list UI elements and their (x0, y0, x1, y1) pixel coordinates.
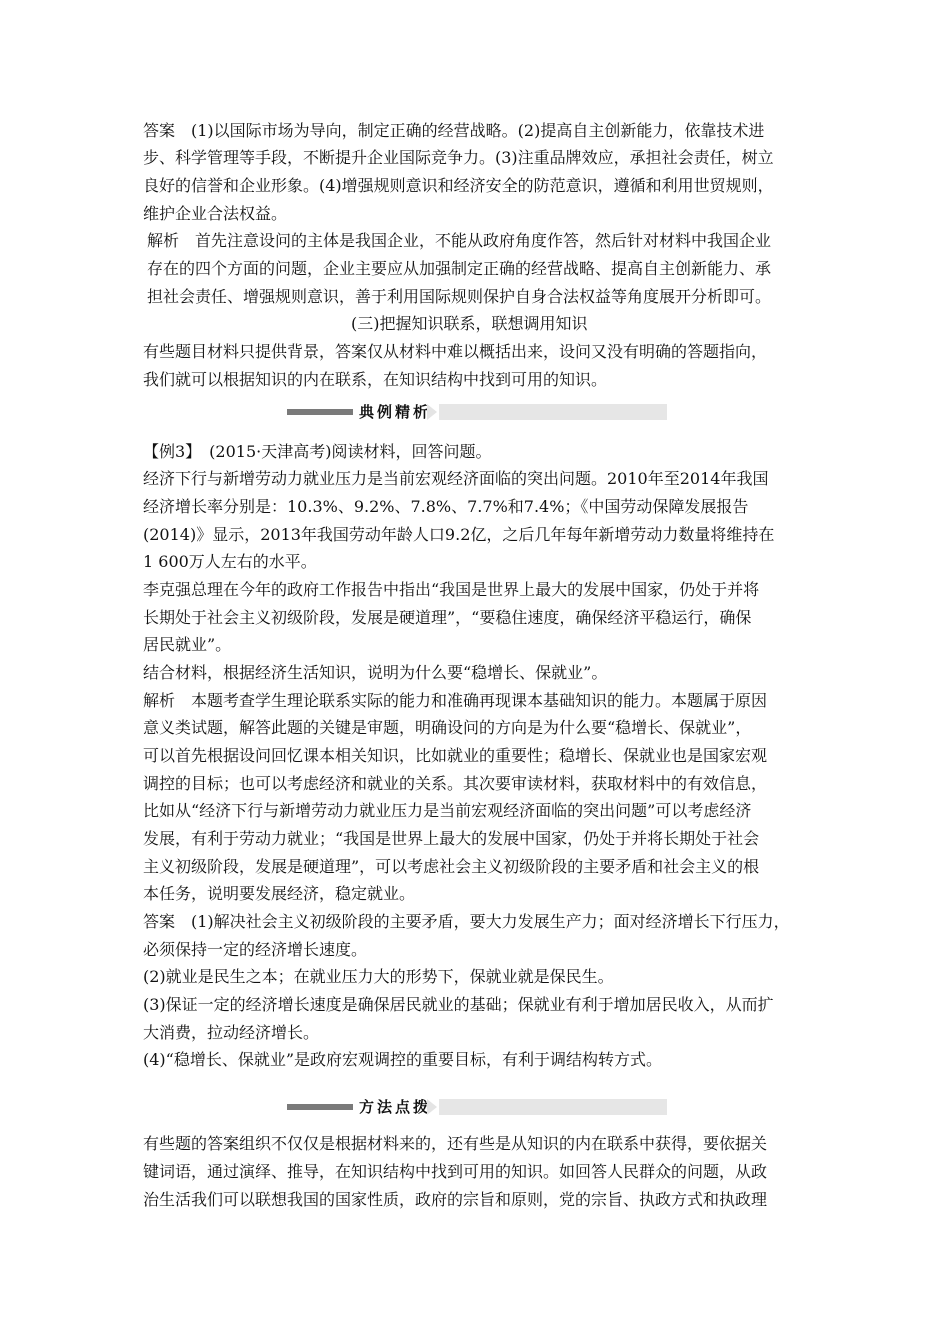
answer-2-line-1: 答案 (1)解决社会主义初级阶段的主要矛盾，要大力发展生产力；面对经济增长下行压力， (143, 912, 790, 931)
analysis-2-line-6: 发展，有利于劳动力就业；“我国是世界上最大的发展中国家，仍处于并将长期处于社会 (143, 829, 760, 848)
intro-line-2: 我们就可以根据知识的内在联系，在知识结构中找到可用的知识。 (143, 370, 608, 389)
method-line-1: 有些题的答案组织不仅仅是根据材料来的，还有些是从知识的内在联系中获得，要依据关 (143, 1134, 768, 1153)
banner-dark-bar (287, 409, 353, 415)
method-line-2: 键词语，通过演绎、推导，在知识结构中找到可用的知识。如回答人民群众的问题，从政 (143, 1162, 768, 1181)
analysis-2-line-8: 本任务，说明要发展经济，稳定就业。 (143, 884, 416, 903)
material-line-3: (2014)》显示，2013年我国劳动年龄人口9.2亿，之后几年每年新增劳动力数量将维持在 (143, 525, 775, 544)
banner-light-bar (439, 404, 667, 420)
analysis-2-line-2: 意义类试题，解答此题的关键是审题，明确设问的方向是为什么要“稳增长、保就业”， (143, 718, 752, 737)
question-line: 结合材料，根据经济生活知识，说明为什么要“稳增长、保就业”。 (143, 663, 608, 682)
analysis-2-line-1: 解析 本题考查学生理论联系实际的能力和准确再现课本基础知识的能力。本题属于原因 (143, 691, 768, 710)
answer-1-line-2: 步、科学管理等手段，不断提升企业国际竞争力。(3)注重品牌效应，承担社会责任，树立 (143, 148, 774, 167)
banner-light-bar (439, 1099, 667, 1115)
banner-arrow-icon (427, 1099, 437, 1115)
intro-line-1: 有些题目材料只提供背景，答案仅从材料中难以概括出来，设问又没有明确的答题指向， (143, 342, 768, 361)
banner-label: 方法点拨 (359, 1098, 432, 1116)
answer-2-line-3: (2)就业是民生之本；在就业压力大的形势下，保就业就是保民生。 (143, 967, 614, 986)
example-3-header: 【例3】 (2015·天津高考)阅读材料，回答问题。 (143, 442, 492, 461)
analysis-2-line-5: 比如从“经济下行与新增劳动力就业压力是当前宏观经济面临的突出问题”可以考虑经济 (143, 801, 752, 820)
answer-2-line-6: (4)“稳增长、保就业”是政府宏观调控的重要目标，有利于调结构转方式。 (143, 1050, 663, 1069)
method-line-3: 治生活我们可以联想我国的国家性质，政府的宗旨和原则，党的宗旨、执政方式和执政理 (143, 1190, 768, 1209)
banner-arrow-icon (427, 404, 437, 420)
material-line-1: 经济下行与新增劳动力就业压力是当前宏观经济面临的突出问题。2010年至2014年我国 (143, 469, 769, 488)
analysis-2-line-7: 主义初级阶段，发展是硬道理”，可以考虑社会主义初级阶段的主要矛盾和社会主义的根 (143, 857, 760, 876)
method-tips-banner (287, 1099, 667, 1115)
answer-1-line-4: 维护企业合法权益。 (143, 204, 288, 223)
material-line-4: 1 600万人左右的水平。 (143, 552, 317, 571)
answer-1-line-1: 答案 (1)以国际市场为导向，制定正确的经营战略。(2)提高自主创新能力，依靠技术进 (143, 121, 765, 140)
analysis-2-line-4: 调控的目标；也可以考虑经济和就业的关系。其次要审读材料，获取材料中的有效信息， (143, 774, 768, 793)
answer-2-line-5: 大消费，拉动经济增长。 (143, 1023, 320, 1042)
material-line-6: 长期处于社会主义初级阶段，发展是硬道理”，“要稳住速度，确保经济平稳运行，确保 (143, 608, 752, 627)
material-line-5: 李克强总理在今年的政府工作报告中指出“我国是世界上最大的发展中国家，仍处于并将 (143, 580, 760, 599)
analysis-1-line-1: 解析 首先注意设问的主体是我国企业，不能从政府角度作答，然后针对材料中我国企业 (147, 231, 772, 250)
answer-2-line-2: 必须保持一定的经济增长速度。 (143, 940, 368, 959)
banner-dark-bar (287, 1104, 353, 1110)
material-line-7: 居民就业”。 (143, 635, 232, 654)
section-heading: (三)把握知识联系，联想调用知识 (351, 314, 588, 333)
example-analysis-banner (287, 404, 667, 420)
analysis-1-line-2: 存在的四个方面的问题，企业主要应从加强制定正确的经营战略、提高自主创新能力、承 (147, 259, 772, 278)
analysis-2-line-3: 可以首先根据设问回忆课本相关知识，比如就业的重要性；稳增长、保就业也是国家宏观 (143, 746, 768, 765)
analysis-1-line-3: 担社会责任、增强规则意识，善于利用国际规则保护自身合法权益等角度展开分析即可。 (147, 287, 772, 306)
answer-2-line-4: (3)保证一定的经济增长速度是确保居民就业的基础；保就业有利于增加居民收入，从而扩 (143, 995, 774, 1014)
answer-1-line-3: 良好的信誉和企业形象。(4)增强规则意识和经济安全的防范意识，遵循和利用世贸规则， (143, 176, 774, 195)
banner-label: 典例精析 (359, 403, 432, 421)
material-line-2: 经济增长率分别是：10.3%、9.2%、7.8%、7.7%和7.4%；《中国劳动保障发展报告 (143, 497, 749, 516)
